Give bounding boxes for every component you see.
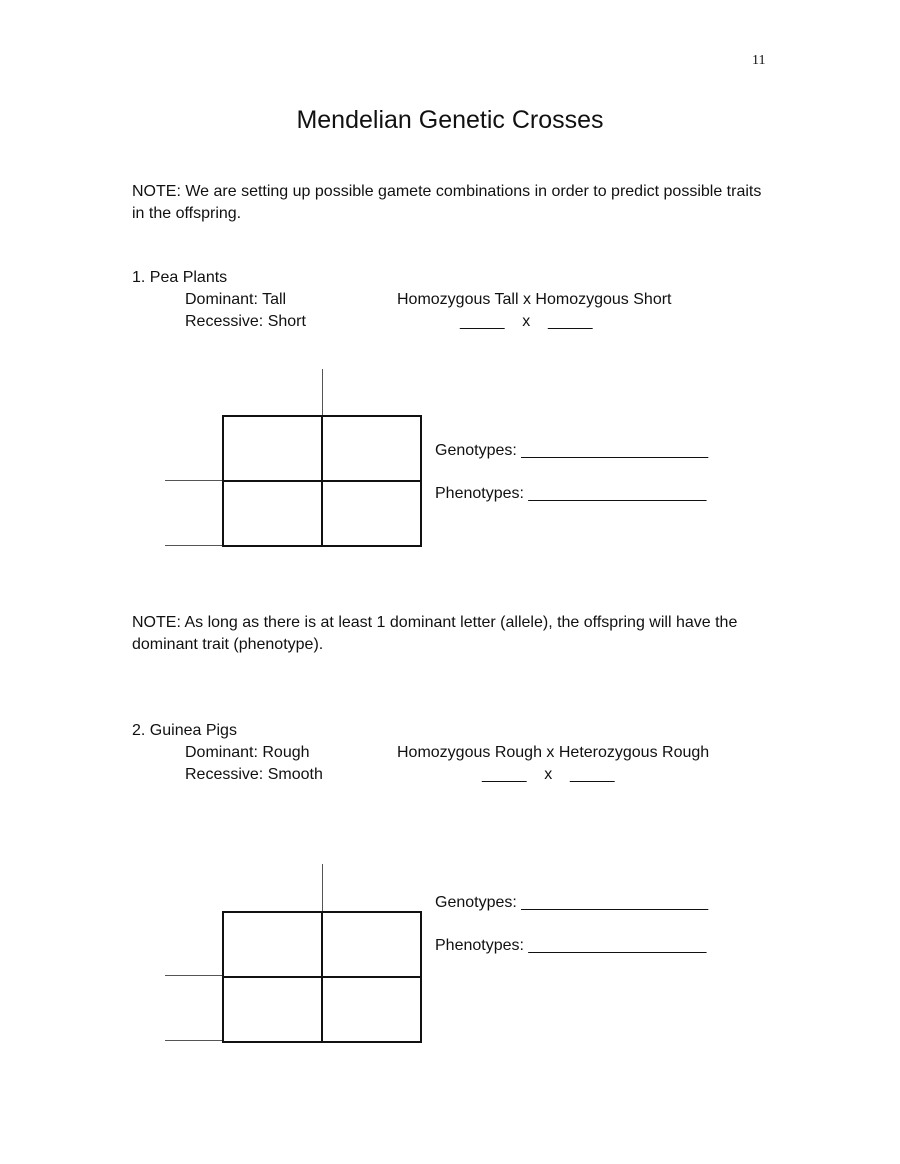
problem-1-genotypes[interactable]: Genotypes: _____________________ xyxy=(435,442,709,459)
punnett-2-left-allele-line-1 xyxy=(165,975,224,976)
punnett-square-1[interactable] xyxy=(222,415,422,547)
punnett-square-2[interactable] xyxy=(222,911,422,1043)
punnett-1-horizontal-divider xyxy=(224,480,420,482)
punnett-2-horizontal-divider xyxy=(224,976,420,978)
problem-2-genotypes[interactable]: Genotypes: _____________________ xyxy=(435,894,709,911)
punnett-1-left-allele-line-2 xyxy=(165,545,224,546)
page-number: 11 xyxy=(752,53,766,68)
problem-2-dominant: Dominant: Rough xyxy=(185,744,310,761)
problem-1-cross: Homozygous Tall x Homozygous Short xyxy=(397,291,672,308)
punnett-2-left-allele-line-2 xyxy=(165,1040,224,1041)
page-title: Mendelian Genetic Crosses xyxy=(296,106,604,134)
problem-2-recessive: Recessive: Smooth xyxy=(185,766,323,783)
punnett-1-top-allele-divider xyxy=(322,369,323,417)
punnett-2-top-allele-divider xyxy=(322,864,323,912)
problem-2-heading: 2. Guinea Pigs xyxy=(132,722,237,739)
problem-2-parent-blanks[interactable]: _____ x _____ xyxy=(482,766,615,783)
problem-1-recessive: Recessive: Short xyxy=(185,313,306,330)
note-gametes: NOTE: We are setting up possible gamete combinations in order to predict possible traits in the offspring. xyxy=(132,183,762,222)
problem-1-dominant: Dominant: Tall xyxy=(185,291,287,308)
note-dominant-allele: NOTE: As long as there is at least 1 dominant letter (allele), the offspring will have the dominant trait (phenotype). xyxy=(132,614,738,653)
problem-2-phenotypes[interactable]: Phenotypes: ____________________ xyxy=(435,937,707,954)
problem-1-parent-blanks[interactable]: _____ x _____ xyxy=(460,313,593,330)
punnett-1-left-allele-line-1 xyxy=(165,480,224,481)
problem-2-cross: Homozygous Rough x Heterozygous Rough xyxy=(397,744,710,761)
problem-1-heading: 1. Pea Plants xyxy=(132,269,228,286)
problem-1-phenotypes[interactable]: Phenotypes: ____________________ xyxy=(435,485,707,502)
